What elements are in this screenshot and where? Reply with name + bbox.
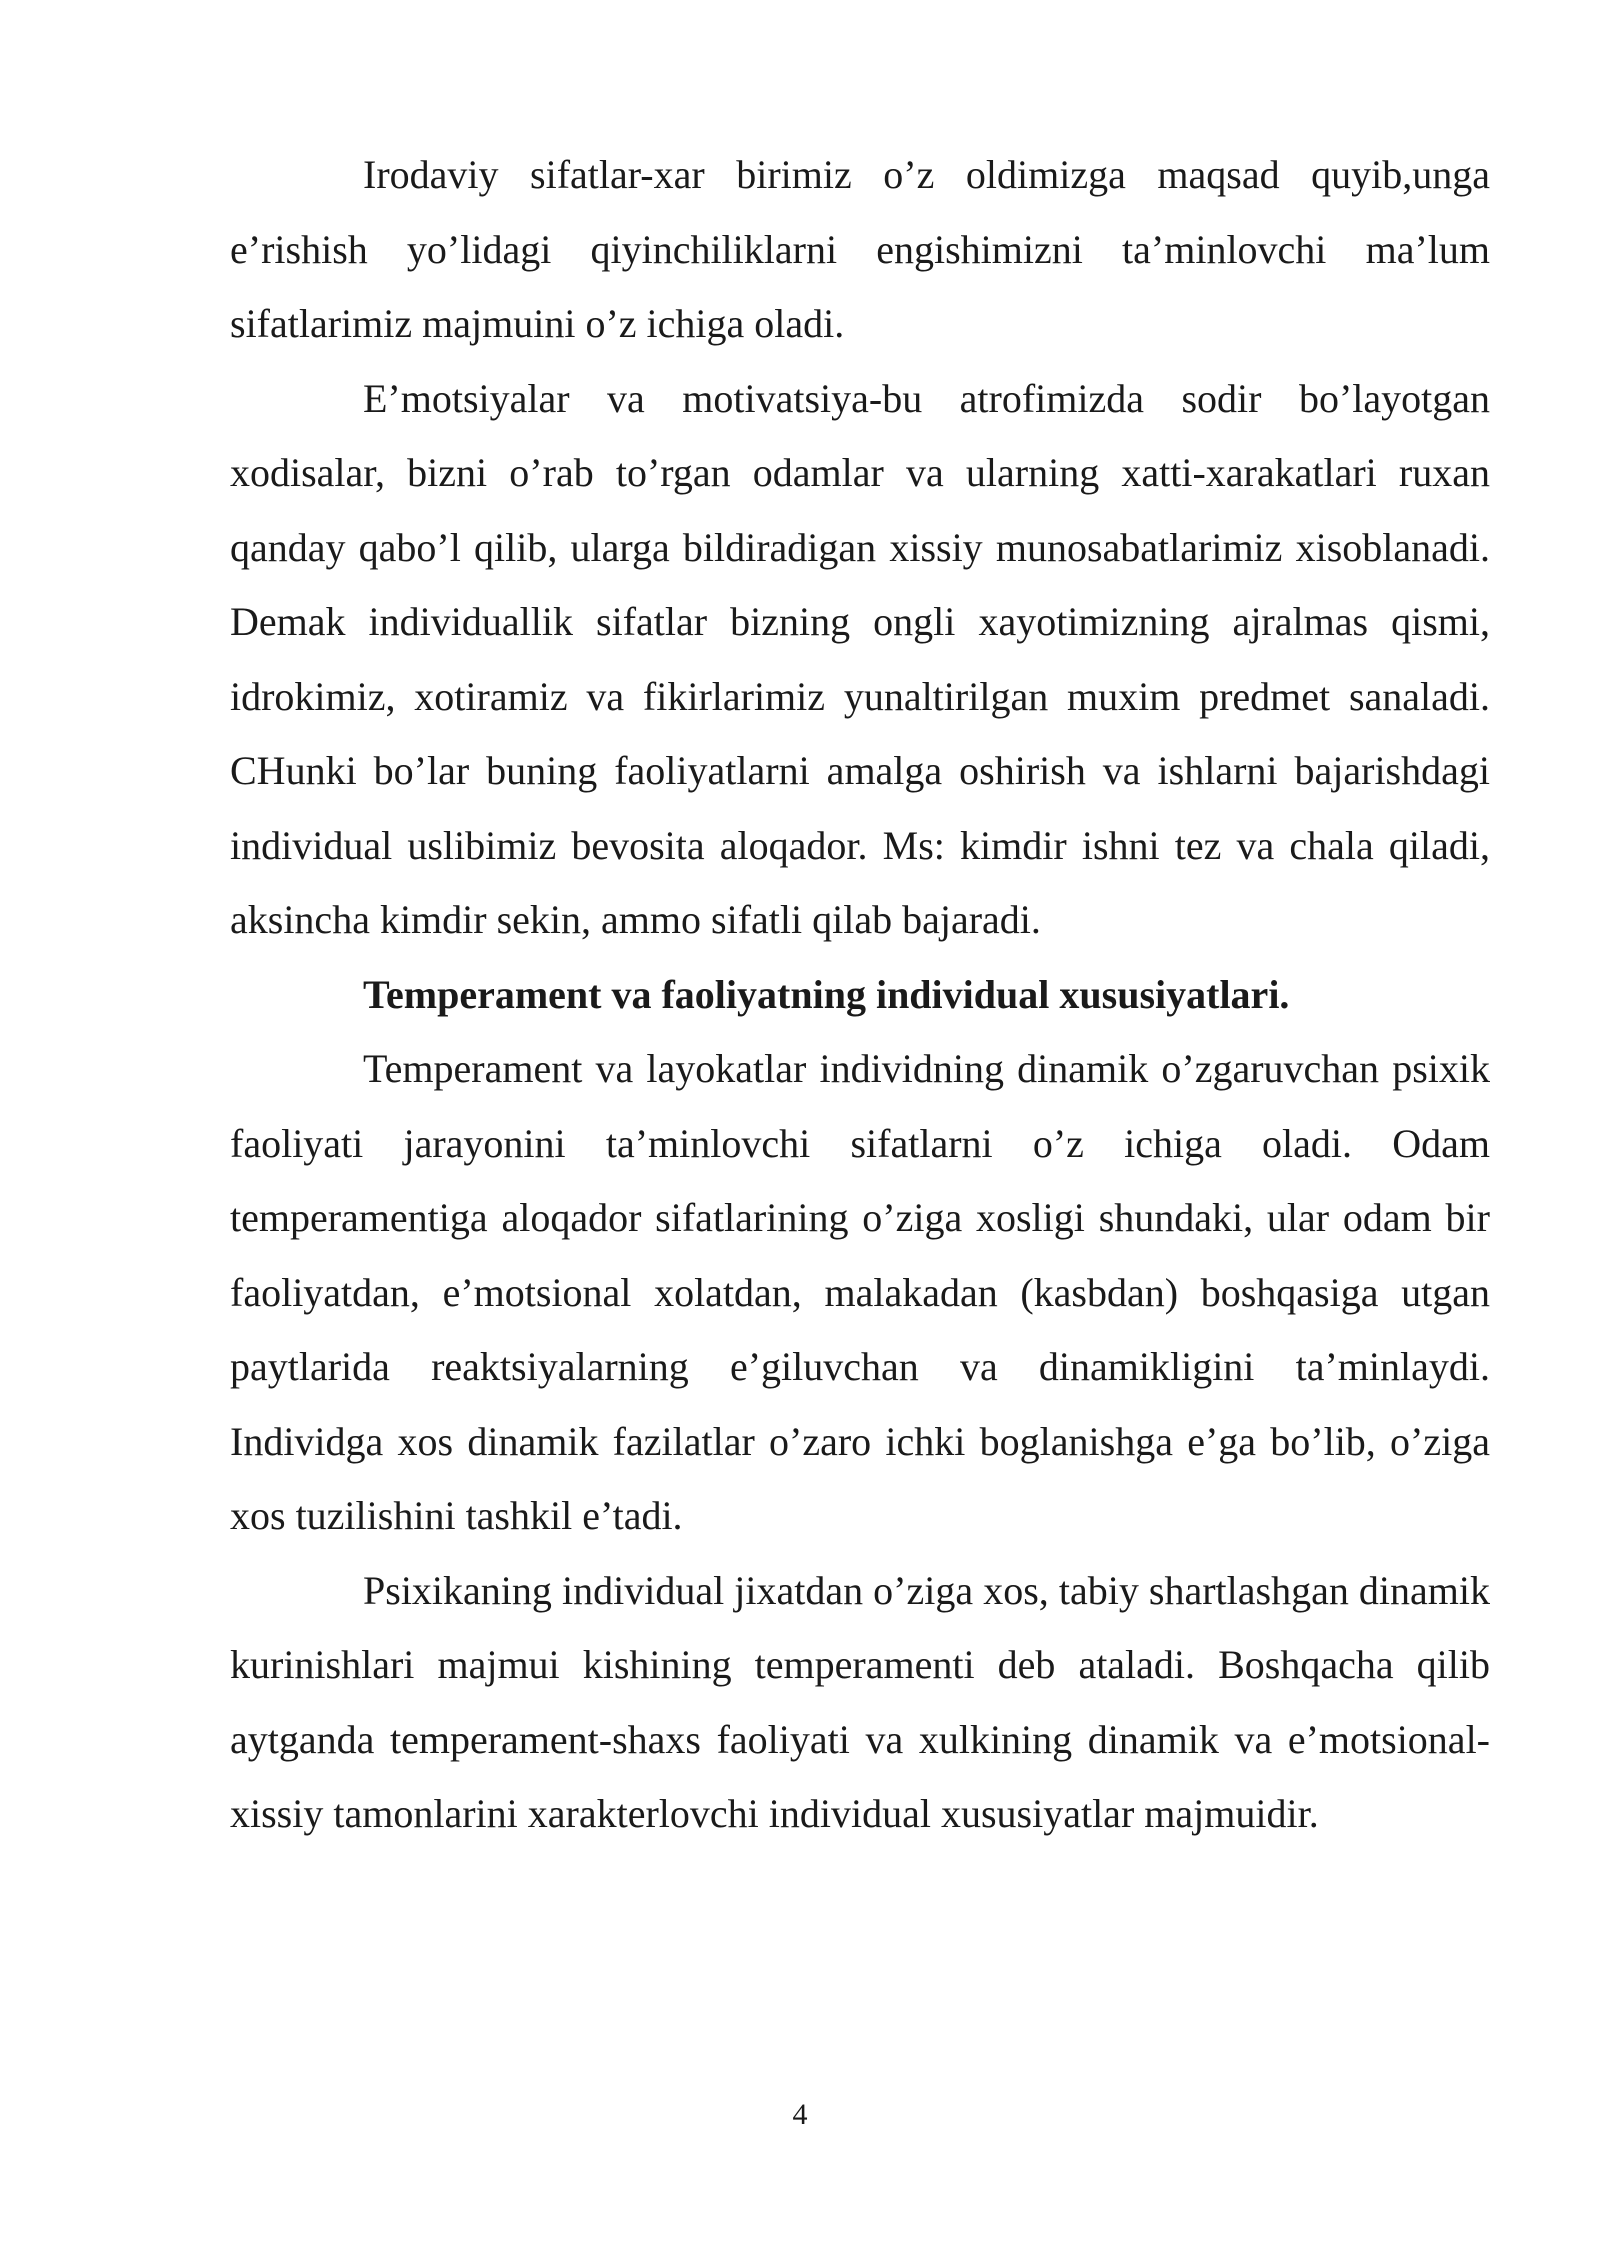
- page-number: 4: [792, 2098, 808, 2131]
- paragraph-temperament-abilities: Temperament va layokatlar individning dinamik o’zgaruvchan psixik faoliyati jarayonini ta’minlovchi sifatlarni o’z ichiga oladi. Odam temperamentiga aloqador sifatlarining o’ziga xosligi shundaki, ular odam bir faoliyatdan, e’motsional xolatdan, malakadan (kasbdan) boshqasiga utgan paytlarida reaktsiyalarning e’giluvchan va dinamikligini ta’minlaydi. Individga xos dinamik fazilatlar o’zaro ichki boglanishga e’ga bo’lib, o’ziga xos tuzilishini tashkil e’tadi.: [230, 1046, 1490, 1538]
- document-page: [230, 138, 1490, 1852]
- section-heading: Temperament va faoliyatning individual xususiyatlari.: [363, 971, 1290, 1017]
- paragraph-temperament-definition: Psixikaning individual jixatdan o’ziga xos, tabiy shartlashgan dinamik kurinishlari majmui kishining temperamenti deb ataladi. Boshqacha qilib aytganda temperament-shaxs faoliyati va xulkining dinamik va e’motsional-xissiy tamonlarini xarakterlovchi individual xususiyatlar majmuidir.: [230, 1567, 1490, 1836]
- paragraph-volitional-qualities: Irodaviy sifatlar-xar birimiz o’z oldimizga maqsad quyib,unga e’rishish yo’lidagi qiyinchiliklarni engishimizni ta’minlovchi ma’lum sifatlarimiz majmuini o’z ichiga oladi.: [230, 152, 1490, 346]
- paragraph-emotions-motivation: E’motsiyalar va motivatsiya-bu atrofimizda sodir bo’layotgan xodisalar, bizni o’rab to’rgan odamlar va ularning xatti-xarakatlari ruxan qanday qabo’l qilib, ularga bildiradigan xissiy munosabatlarimiz xisoblanadi. Demak individuallik sifatlar bizning ongli xayotimizning ajralmas qismi, idrokimiz, xotiramiz va fikirlarimiz yunaltirilgan muxim predmet sanaladi. CHunki bo’lar buning faoliyatlarni amalga oshirish va ishlarni bajarishdagi individual uslibimiz bevosita aloqador. Ms: kimdir ishni tez va chala qiladi, aksincha kimdir sekin, ammo sifatli qilab bajaradi.: [230, 375, 1490, 942]
